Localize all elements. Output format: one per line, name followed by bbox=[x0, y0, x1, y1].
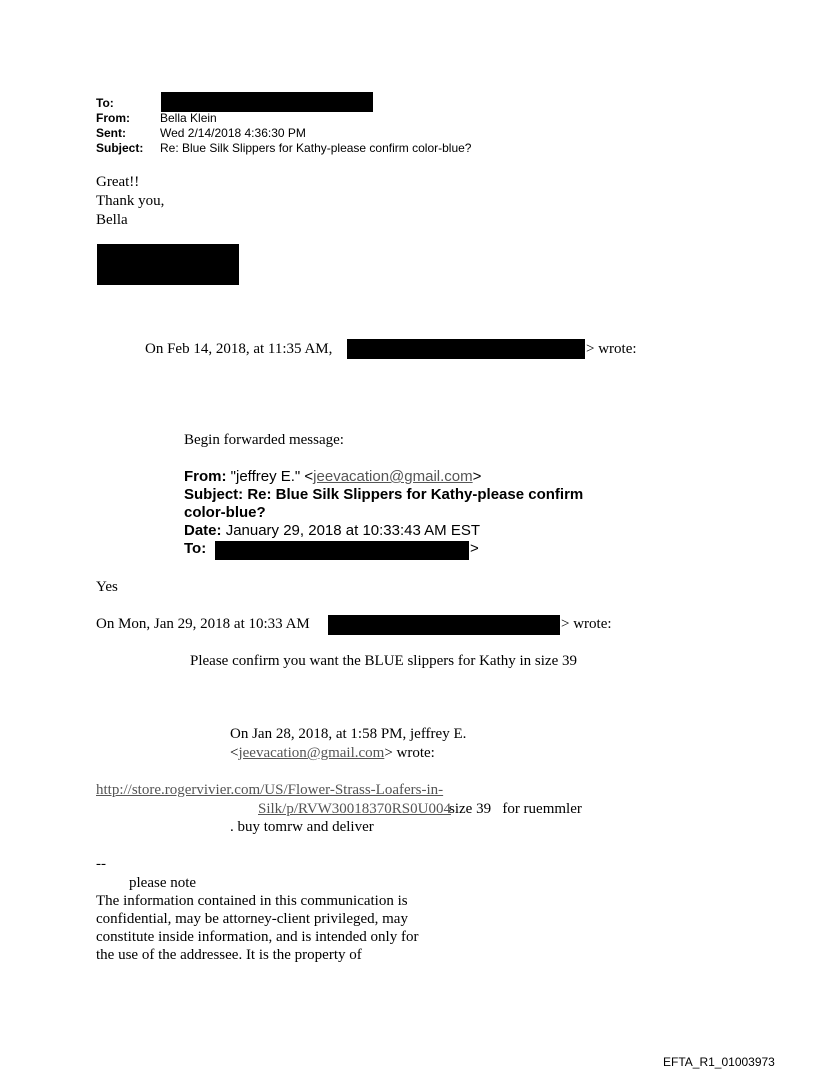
quote2-email-link[interactable]: jeevacation@gmail.com bbox=[238, 745, 385, 761]
body-line-1: Great!! bbox=[96, 174, 140, 190]
redacted-signature bbox=[97, 244, 239, 285]
redacted-to bbox=[161, 92, 373, 112]
forwarded-subject-line-1: Subject: Re: Blue Silk Slippers for Kathy-please confirm bbox=[184, 486, 584, 503]
reply-on-mon-prefix: On Mon, Jan 29, 2018 at 10:33 AM bbox=[96, 616, 310, 632]
forwarded-to-label: To: bbox=[184, 540, 207, 557]
body-line-3: Bella bbox=[96, 212, 128, 228]
signature-note: please note bbox=[129, 875, 197, 891]
quote1-suffix: > wrote: bbox=[586, 341, 637, 357]
redacted-sender-1 bbox=[347, 339, 585, 359]
redacted-sender-2 bbox=[328, 615, 560, 635]
product-size-note: size 39 for ruemmler bbox=[449, 801, 582, 817]
signature-dashes: -- bbox=[96, 856, 106, 872]
from-value: Bella Klein bbox=[160, 111, 217, 125]
reply-confirm: Please confirm you want the BLUE slippers for Kathy in size 39 bbox=[190, 653, 577, 669]
subject-label: Subject: bbox=[96, 141, 144, 155]
forwarded-subject-line-2: color-blue? bbox=[184, 504, 266, 521]
forwarded-from: From: "jeffrey E." <jeevacation@gmail.com> bbox=[184, 468, 482, 485]
disclaimer-line-1: The information contained in this communication is bbox=[96, 893, 408, 909]
quote1-prefix: On Feb 14, 2018, at 11:35 AM, bbox=[145, 341, 333, 357]
document-id: EFTA_R1_01003973 bbox=[663, 1055, 775, 1069]
forwarded-from-email-link[interactable]: jeevacation@gmail.com bbox=[313, 468, 473, 485]
disclaimer-line-4: the use of the addressee. It is the property of bbox=[96, 947, 362, 963]
quote2-line-1: On Jan 28, 2018, at 1:58 PM, jeffrey E. bbox=[230, 726, 467, 742]
from-label: From: bbox=[96, 111, 130, 125]
disclaimer-line-3: constitute inside information, and is intended only for bbox=[96, 929, 419, 945]
product-link-part-1[interactable]: http://store.rogervivier.com/US/Flower-Strass-Loafers-in- bbox=[96, 782, 444, 798]
sent-value: Wed 2/14/2018 4:36:30 PM bbox=[160, 126, 306, 140]
sent-label: Sent: bbox=[96, 126, 126, 140]
reply-yes: Yes bbox=[96, 579, 118, 595]
redacted-forwarded-to bbox=[215, 541, 469, 560]
product-link-part-2[interactable]: Silk/p/RVW30018370RS0U004 bbox=[258, 801, 451, 817]
buy-instruction: . buy tomrw and deliver bbox=[230, 819, 374, 835]
forwarded-date: Date: January 29, 2018 at 10:33:43 AM EST bbox=[184, 522, 481, 539]
subject-value: Re: Blue Silk Slippers for Kathy-please confirm color-blue? bbox=[160, 141, 472, 155]
body-line-2: Thank you, bbox=[96, 193, 165, 209]
to-label: To: bbox=[96, 96, 114, 110]
forwarded-to-close: > bbox=[470, 540, 479, 557]
quote2-line-2: <jeevacation@gmail.com> wrote: bbox=[230, 745, 435, 761]
forwarded-intro: Begin forwarded message: bbox=[184, 432, 344, 448]
disclaimer-line-2: confidential, may be attorney-client privileged, may bbox=[96, 911, 408, 927]
reply-on-mon-suffix: > wrote: bbox=[561, 616, 612, 632]
